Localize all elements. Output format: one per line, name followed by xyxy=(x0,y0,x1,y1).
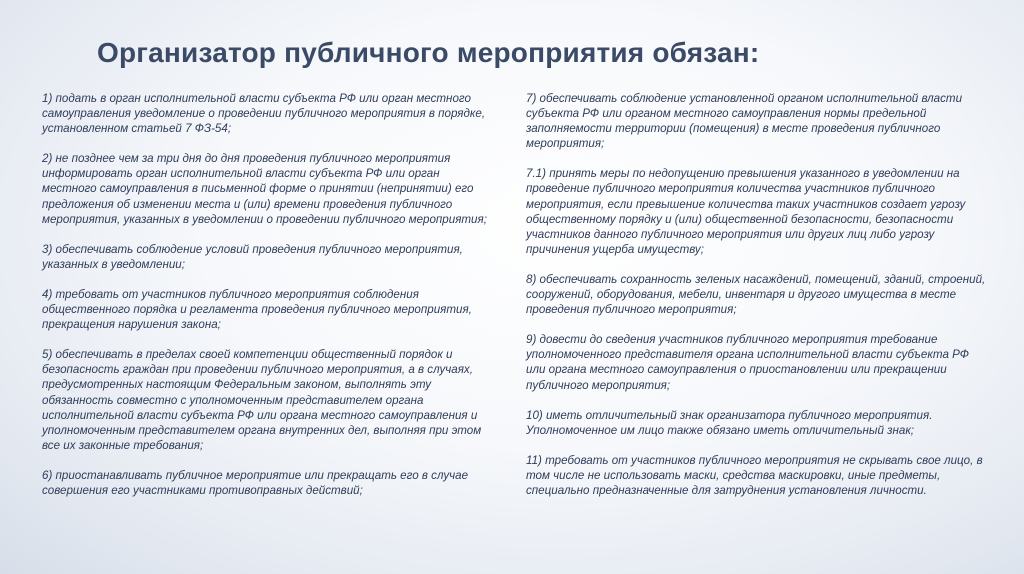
obligation-item-7-1: 7.1) принять меры по недопущению превышения указанного в уведомлении на проведение публичного мероприятия количества участников публичного мероприятия, если превышение количества таких участников создает угрозу общественному порядку и (или) общественной безопасности, безопасности участников данного публичного мероприятия или других лиц либо угрозу причинения ущерба имуществу; xyxy=(526,167,966,256)
obligation-item-10: 10) иметь отличительный знак организатора публичного мероприятия. Уполномоченное им лицо также обязано иметь отличительный знак; xyxy=(526,408,933,437)
obligation-item-9: 9) довести до сведения участников публичного мероприятия требование уполномоченного представителя органа исполнительной власти субъекта РФ или органа местного самоуправления о приостановлении или прекращении публичного мероприятия; xyxy=(526,333,969,392)
left-column xyxy=(42,91,494,513)
obligation-item-3: 3) обеспечивать соблюдение условий проведения публичного мероприятия, указанных в уведомлении; xyxy=(42,242,463,271)
obligation-item-4: 4) требовать от участников публичного мероприятия соблюдения общественного порядка и регламента проведения публичного мероприятия, прекращения нарушения закона; xyxy=(42,287,472,332)
right-column xyxy=(526,91,988,513)
obligation-item-5: 5) обеспечивать в пределах своей компетенции общественный порядок и безопасность граждан при проведении публичного мероприятия, а в случаях, предусмотренных настоящим Федеральным законом, выполнять эту обязанность совместно с уполномоченным представителем органа исполнительной власти субъекта РФ или органа местного самоуправления и уполномоченным представителем органа внутренних дел, выполняя при этом все их законные требования; xyxy=(42,348,482,452)
obligation-item-6: 6) приостанавливать публичное мероприятие или прекращать его в случае совершения его участниками противоправных действий; xyxy=(42,468,469,497)
obligation-item-1: 1) подать в орган исполнительной власти субъекта РФ или орган местного самоуправления уведомление о проведении публичного мероприятия в порядке, установленном статьей 7 ФЗ-54; xyxy=(42,92,486,136)
obligation-item-7: 7) обеспечивать соблюдение установленной органом исполнительной власти субъекта РФ или органом местного самоуправления нормы предельной заполняемости территории (помещения) в месте проведения публичного мероприятия; xyxy=(526,92,963,151)
slide-title: Организатор публичного мероприятия обязан: xyxy=(97,37,760,68)
obligation-item-11: 11) требовать от участников публичного мероприятия не скрывать свое лицо, в том числе не использовать маски, средства маскировки, иные предметы, специально предназначенные для затруднения установления личности. xyxy=(526,453,983,497)
obligation-item-2: 2) не позднее чем за три дня до дня проведения публичного мероприятия информировать орган исполнительной власти субъекта РФ или орган местного самоуправления в письменной форме о принятии (непринятии) его предложения об изменении места и (или) времени проведения публичного мероприятия, указанных в уведомлении о проведении публичного мероприятия; xyxy=(42,152,487,226)
obligation-item-8: 8) обеспечивать сохранность зеленых насаждений, помещений, зданий, строений, сооружений, оборудования, мебели, инвентаря и другого имущества в месте проведения публичного мероприятия; xyxy=(526,272,986,317)
